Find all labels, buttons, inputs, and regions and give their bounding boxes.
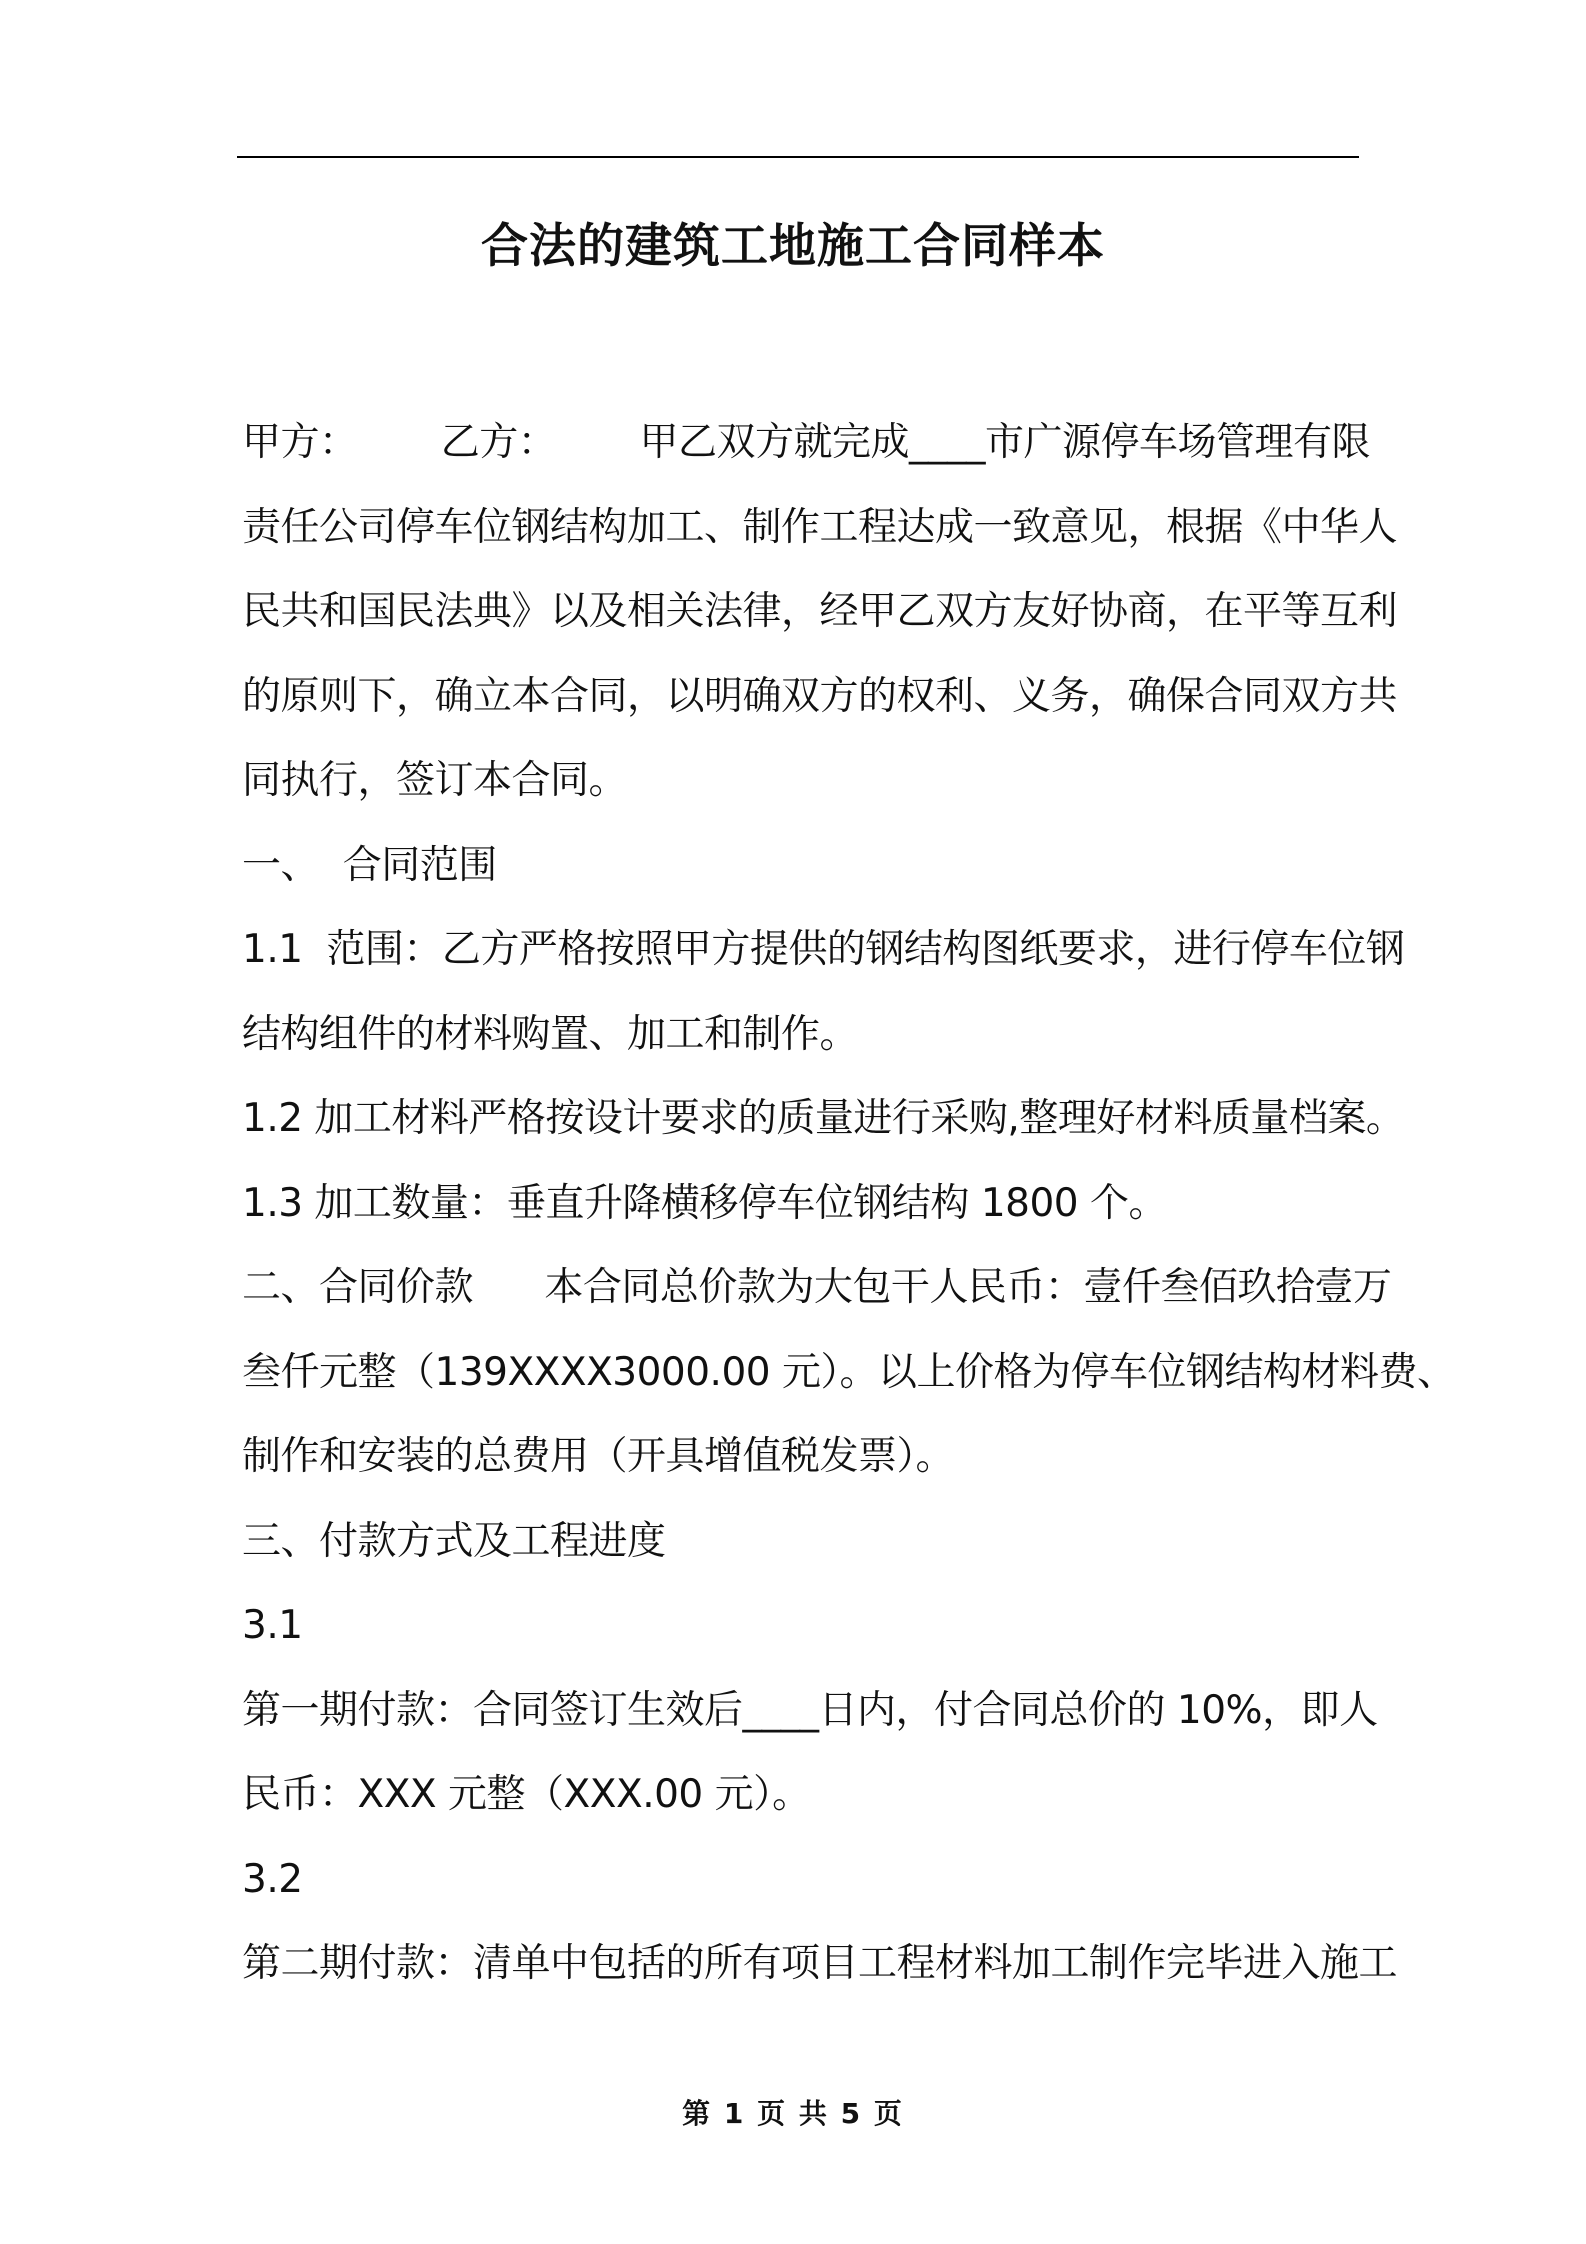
page-number-footer: 第 1 页 共 5 页 [682,2097,904,2130]
clause-3-2-number: 3.2 [242,1856,303,1902]
body-line-5: 同执行，签订本合同。 [242,758,628,803]
section-heading-payment: 三、付款方式及工程进度 [242,1518,666,1564]
section-heading-scope: 一、 合同范围 [242,842,497,888]
clause-3-1-line-1: 第一期付款：合同签订生效后____日内，付合同总价的 10%，即人 [242,1687,1378,1733]
header-rule [237,156,1359,158]
clause-3-1-number: 3.1 [242,1603,303,1648]
body-line-3: 民共和国民法典》以及相关法律，经甲乙双方友好协商，在平等互利 [242,589,1398,634]
clause-1-1-line-2: 结构组件的材料购置、加工和制作。 [242,1011,859,1057]
price-line-2: 叁仟元整（139XXXX3000.00 元）。以上价格为停车位钢结构材料费、 [242,1349,1456,1395]
body-line-4: 的原则下，确立本合同，以明确双方的权利、义务，确保合同双方共 [242,673,1398,719]
clause-1-1-line-1: 1.1 范围：乙方严格按照甲方提供的钢结构图纸要求，进行停车位钢 [242,927,1405,972]
body-line-2: 责任公司停车位钢结构加工、制作工程达成一致意见，根据《中华人 [242,504,1398,550]
section-heading-price: 二、合同价款 本合同总价款为大包干人民币：壹仟叁佰玖拾壹万 [242,1265,1392,1310]
document-title: 合法的建筑工地施工合同样本 [481,219,1105,274]
clause-3-2-line-1: 第二期付款：清单中包括的所有项目工程材料加工制作完毕进入施工 [242,1941,1398,1986]
clause-1-3: 1.3 加工数量：垂直升降横移停车位钢结构 1800 个。 [242,1180,1167,1226]
clause-3-1-line-2: 民币：XXX 元整（XXX.00 元）。 [242,1772,811,1817]
price-line-3: 制作和安装的总费用（开具增值税发票）。 [242,1434,955,1479]
body-line-1: 甲方： 乙方： 甲乙双方就完成____市广源停车场管理有限 [242,420,1371,465]
contract-body [242,401,1456,2007]
clause-1-2: 1.2 加工材料严格按设计要求的质量进行采购,整理好材料质量档案。 [242,1096,1405,1141]
